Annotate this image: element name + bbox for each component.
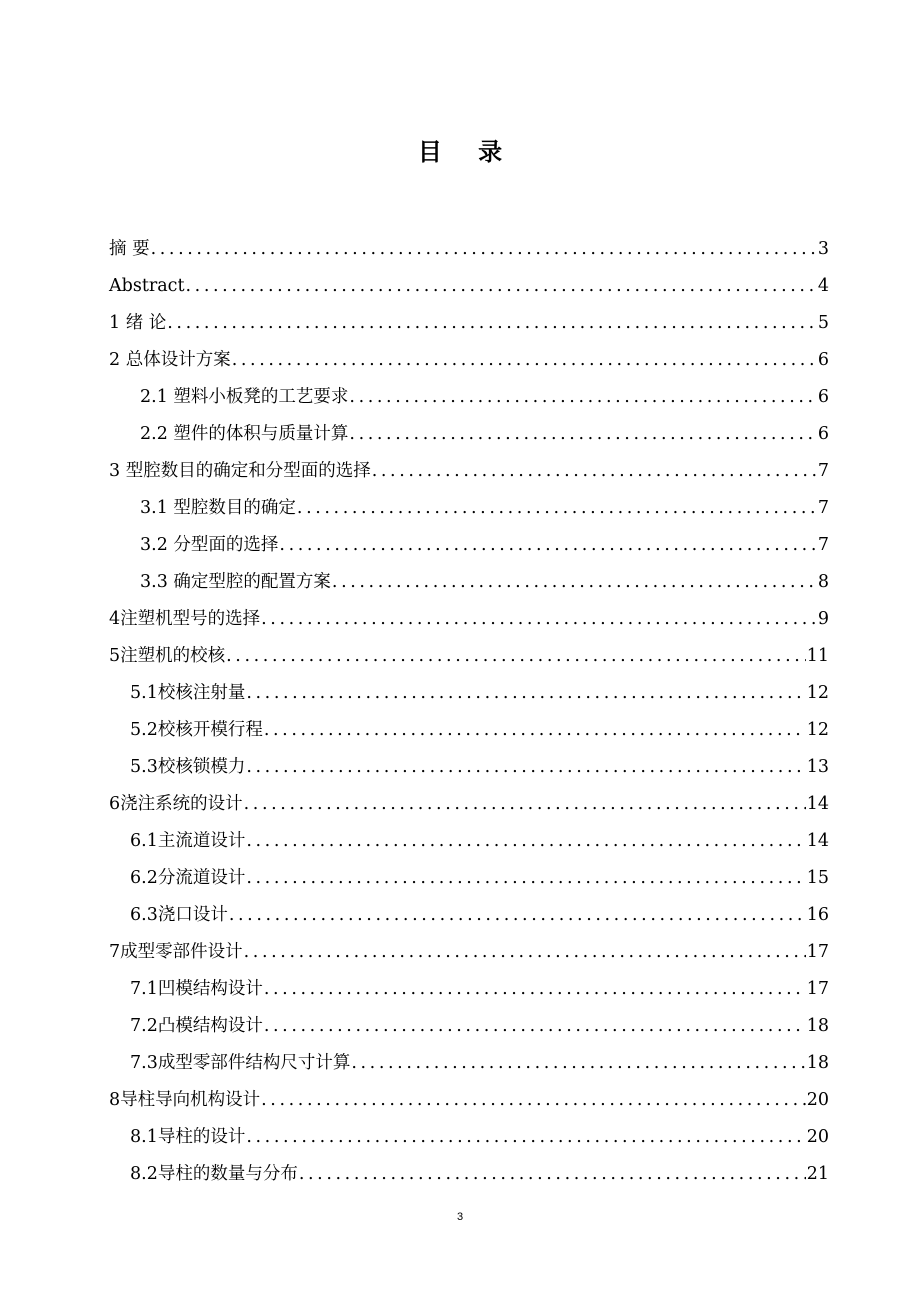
- toc-dot-leader: [299, 1156, 806, 1193]
- toc-entry[interactable]: [109, 305, 829, 342]
- toc-dot-leader: [229, 897, 806, 934]
- toc-dot-leader: [349, 416, 816, 453]
- toc-entry-label: 5.2校核开模行程: [130, 720, 263, 740]
- toc-entry[interactable]: [109, 379, 829, 416]
- toc-entry[interactable]: [109, 342, 829, 379]
- toc-list: [109, 231, 829, 1193]
- toc-entry[interactable]: [109, 675, 829, 712]
- toc-dot-leader: [261, 601, 817, 638]
- toc-entry-page: 8: [817, 572, 829, 592]
- toc-entry-page: 5: [817, 313, 829, 333]
- toc-entry-label: 7成型零部件设计: [109, 942, 243, 962]
- toc-entry[interactable]: [109, 1119, 829, 1156]
- toc-dot-leader: [246, 860, 805, 897]
- toc-entry[interactable]: [109, 823, 829, 860]
- toc-dot-leader: [261, 1082, 806, 1119]
- toc-dot-leader: [351, 1045, 805, 1082]
- toc-entry-label: 8导柱导向机构设计: [109, 1090, 261, 1110]
- toc-entry-page: 18: [806, 1053, 829, 1073]
- toc-entry[interactable]: [109, 749, 829, 786]
- toc-entry-label: 3.2 分型面的选择: [140, 535, 279, 555]
- toc-entry-label: 5.1校核注射量: [130, 683, 246, 703]
- toc-entry-label: 3 型腔数目的确定和分型面的选择: [109, 461, 371, 481]
- page-number: 3: [456, 1211, 464, 1223]
- toc-entry-label: 5注塑机的校核: [109, 646, 226, 666]
- toc-entry-page: 13: [806, 757, 829, 777]
- toc-entry-label: 7.2凸模结构设计: [130, 1016, 263, 1036]
- toc-dot-leader: [226, 638, 806, 675]
- toc-entry-page: 15: [806, 868, 829, 888]
- toc-entry-label: 5.3校核锁模力: [130, 757, 246, 777]
- toc-entry-label: 6.1主流道设计: [130, 831, 246, 851]
- toc-dot-leader: [332, 564, 817, 601]
- toc-entry-label: 3.1 型腔数目的确定: [140, 498, 296, 518]
- toc-dot-leader: [244, 786, 806, 823]
- toc-entry-label: 6.2分流道设计: [130, 868, 246, 888]
- toc-entry-page: 6: [817, 387, 829, 407]
- toc-entry-page: 6: [817, 424, 829, 444]
- toc-entry-page: 12: [806, 720, 829, 740]
- toc-dot-leader: [264, 971, 806, 1008]
- toc-entry[interactable]: [109, 416, 829, 453]
- toc-entry[interactable]: [109, 527, 829, 564]
- toc-entry-label: 6浇注系统的设计: [109, 794, 243, 814]
- toc-dot-leader: [232, 342, 817, 379]
- toc-entry[interactable]: [109, 1156, 829, 1193]
- toc-title: 目 录: [417, 138, 517, 166]
- toc-entry[interactable]: [109, 601, 829, 638]
- toc-entry[interactable]: [109, 860, 829, 897]
- toc-entry-page: 7: [817, 535, 829, 555]
- toc-entry-label: Abstract: [109, 276, 185, 296]
- toc-entry[interactable]: [109, 638, 829, 675]
- toc-dot-leader: [264, 1008, 806, 1045]
- toc-entry[interactable]: [109, 712, 829, 749]
- toc-dot-leader: [151, 231, 817, 268]
- toc-dot-leader: [246, 675, 805, 712]
- toc-entry[interactable]: [109, 934, 829, 971]
- toc-entry-page: 14: [806, 831, 829, 851]
- toc-dot-leader: [297, 490, 817, 527]
- toc-entry-label: 8.2导柱的数量与分布: [130, 1164, 298, 1184]
- toc-entry-page: 20: [806, 1090, 829, 1110]
- toc-entry[interactable]: [109, 453, 829, 490]
- toc-entry-page: 21: [806, 1164, 829, 1184]
- toc-entry[interactable]: [109, 1008, 829, 1045]
- toc-entry[interactable]: [109, 490, 829, 527]
- toc-dot-leader: [279, 527, 816, 564]
- toc-entry-label: 2 总体设计方案: [109, 350, 231, 370]
- toc-entry[interactable]: [109, 268, 829, 305]
- toc-entry-page: 3: [817, 239, 829, 259]
- toc-dot-leader: [246, 1119, 805, 1156]
- toc-dot-leader: [264, 712, 806, 749]
- toc-entry-label: 7.3成型零部件结构尺寸计算: [130, 1053, 351, 1073]
- toc-entry[interactable]: [109, 1045, 829, 1082]
- toc-entry[interactable]: [109, 1082, 829, 1119]
- toc-entry-label: 3.3 确定型腔的配置方案: [140, 572, 331, 592]
- toc-entry-label: 4注塑机型号的选择: [109, 609, 261, 629]
- toc-entry-page: 4: [817, 276, 829, 296]
- toc-entry-label: 7.1凹模结构设计: [130, 979, 263, 999]
- toc-entry-page: 9: [817, 609, 829, 629]
- toc-entry[interactable]: [109, 231, 829, 268]
- toc-entry-page: 6: [817, 350, 829, 370]
- toc-entry[interactable]: [109, 897, 829, 934]
- toc-dot-leader: [186, 268, 817, 305]
- toc-entry-label: 6.3浇口设计: [130, 905, 228, 925]
- toc-entry-page: 12: [806, 683, 829, 703]
- toc-dot-leader: [246, 749, 805, 786]
- toc-entry-page: 20: [806, 1127, 829, 1147]
- toc-entry-page: 17: [806, 942, 829, 962]
- toc-entry-page: 18: [806, 1016, 829, 1036]
- toc-entry-page: 7: [817, 498, 829, 518]
- toc-dot-leader: [246, 823, 805, 860]
- toc-entry[interactable]: [109, 786, 829, 823]
- toc-dot-leader: [167, 305, 817, 342]
- toc-entry-label: 1 绪 论: [109, 313, 167, 333]
- toc-entry-page: 14: [806, 794, 829, 814]
- toc-dot-leader: [244, 934, 806, 971]
- toc-entry-label: 2.1 塑料小板凳的工艺要求: [140, 387, 349, 407]
- toc-dot-leader: [372, 453, 817, 490]
- toc-entry[interactable]: [109, 971, 829, 1008]
- toc-dot-leader: [349, 379, 816, 416]
- toc-entry-page: 17: [806, 979, 829, 999]
- toc-entry-page: 16: [806, 905, 829, 925]
- toc-entry-label: 8.1导柱的设计: [130, 1127, 246, 1147]
- toc-entry-page: 7: [817, 461, 829, 481]
- toc-entry-label: 摘 要: [109, 239, 150, 259]
- toc-entry-page: 11: [806, 646, 829, 666]
- toc-entry[interactable]: [109, 564, 829, 601]
- toc-entry-label: 2.2 塑件的体积与质量计算: [140, 424, 349, 444]
